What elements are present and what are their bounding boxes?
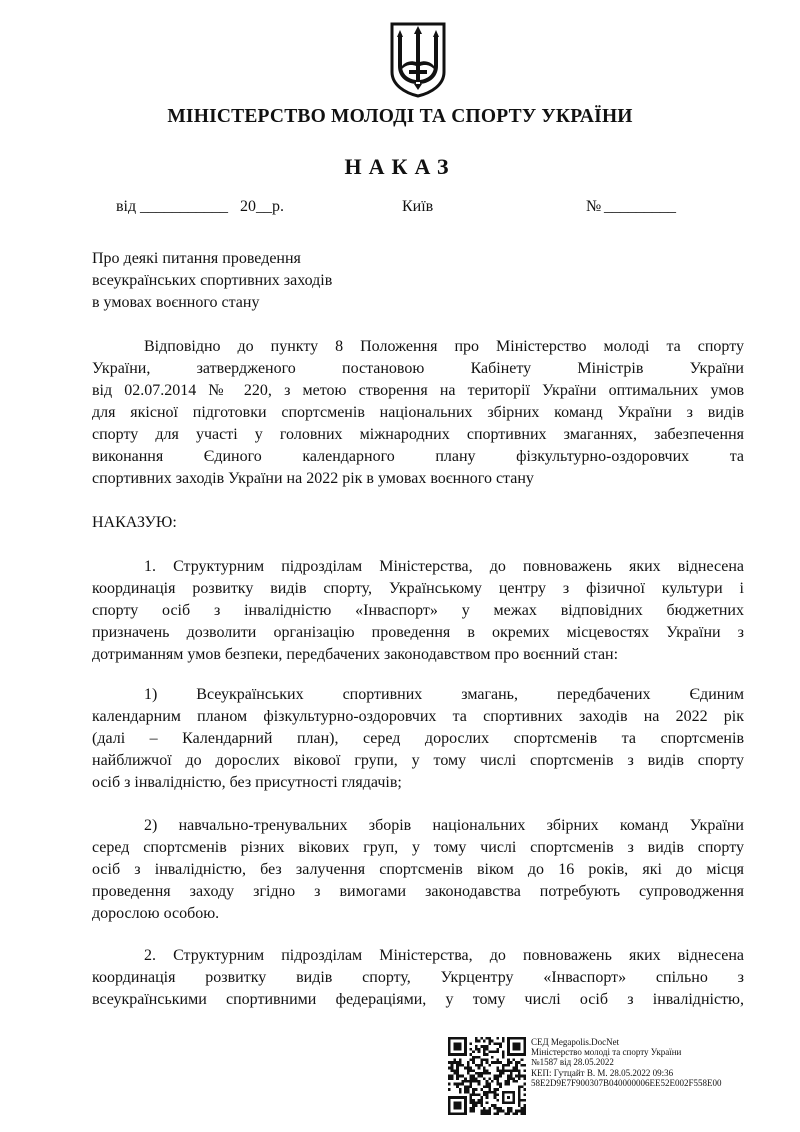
sed-hash: 58E2D9E7F900307B040000006EE52E002F558E00 <box>531 1077 722 1088</box>
text-line: дотриманням умов безпеки, передбачених законодавством про воєнний стан: <box>92 646 619 663</box>
text-line: виконання Єдиного календарного плану фізкультурно-оздоровчих та <box>92 448 744 465</box>
text-line: спортивних заходів України на 2022 рік в умовах воєнного стану <box>92 470 534 487</box>
date-from-label: від <box>116 198 137 215</box>
city: Київ <box>402 198 434 215</box>
text-line: спорту для участі у головних міжнародних спортивних змаганнях, забезпечення <box>92 426 744 443</box>
text-line: проведення заходу згідно з вимогами законодавства потребують супроводження <box>92 883 744 900</box>
document-type: НАКАЗ <box>344 154 456 179</box>
order-subject <box>92 248 332 314</box>
text-line: координація розвитку видів спорту, Українському центру з фізичної культури і <box>92 580 744 597</box>
sed-stamp <box>531 1037 722 1088</box>
text-line: (далі – Календарний план), серед дорослих спортсменів та спортсменів <box>92 730 744 747</box>
subject-line: в умовах воєнного стану <box>92 294 260 311</box>
sed-system: СЕД Megapolis.DocNet <box>531 1037 620 1047</box>
text-line: всеукраїнськими спортивними федераціями, у тому числі осіб з інвалідністю, <box>92 991 744 1008</box>
text-line: календарним планом фізкультурно-оздоровчих та спортивних заходів на 2022 рік <box>92 708 744 725</box>
text-line: 2. Структурним підрозділам Міністерства, до повноважень яких віднесена <box>144 947 744 964</box>
item-1-paragraph <box>92 556 744 666</box>
text-line: серед спортсменів різних вікових груп, у тому числі спортсменів з видів спорту <box>92 839 744 856</box>
text-line: призначень дозволити організацію проведення в окремих місцевостях України з <box>92 624 744 641</box>
item-1-1-paragraph <box>92 684 744 794</box>
number-label: № <box>586 198 602 215</box>
tryzub-coat-of-arms-icon <box>389 22 447 98</box>
subject-line: всеукраїнських спортивних заходів <box>92 272 333 289</box>
sed-registration: №1587 від 28.05.2022 <box>531 1057 614 1068</box>
text-line: спорту осіб з інвалідністю «Інваспорт» у межах відповідних бюджетних <box>92 602 744 619</box>
sed-organization: Міністерство молоді та спорту України <box>531 1047 682 1058</box>
text-line: для якісної підготовки спортсменів національних збірних команд України з видів <box>92 404 744 421</box>
text-line: Відповідно до пункту 8 Положення про Міністерство молоді та спорту <box>144 338 744 355</box>
ministry-name: МІНІСТЕРСТВО МОЛОДІ ТА СПОРТУ УКРАЇНИ <box>167 106 633 127</box>
text-line: найближчої до дорослих вікової групи, у тому числі спортсменів з видів спорту <box>92 752 744 769</box>
number-blank: _________ <box>604 198 676 215</box>
sed-signature: КЕП: Гутцайт В. М. 28.05.2022 09:36 <box>531 1067 674 1078</box>
preamble-paragraph <box>92 336 744 490</box>
dateline <box>0 198 800 220</box>
qr-code-icon <box>448 1037 526 1115</box>
text-line: координація розвитку видів спорту, Укрцентру «Інваспорт» спільно з <box>92 969 744 986</box>
subject-line: Про деякі питання проведення <box>92 250 301 267</box>
item-1-2-paragraph <box>92 815 744 925</box>
text-line: 1) Всеукраїнських спортивних змагань, передбачених Єдиним <box>144 686 744 703</box>
text-line: 1. Структурним підрозділам Міністерства, до повноважень яких віднесена <box>144 558 744 575</box>
order-word: НАКАЗУЮ: <box>92 514 177 531</box>
text-line: від 02.07.2014 № 220, з метою створення на території України оптимальних умов <box>92 382 744 399</box>
date-blank: ___________ <box>140 198 228 215</box>
text-line: осіб з інвалідністю, без присутності глядачів; <box>92 774 402 791</box>
text-line: дорослою особою. <box>92 905 220 922</box>
text-line: 2) навчально-тренувальних зборів національних збірних команд України <box>144 817 744 834</box>
text-line: осіб з інвалідністю, без залучення спортсменів віком до 16 років, які до місця <box>92 861 744 878</box>
item-2-paragraph <box>92 945 744 1011</box>
date-year: 20__р. <box>240 198 284 215</box>
text-line: України, затвердженого постановою Кабінету Міністрів України <box>92 360 744 377</box>
